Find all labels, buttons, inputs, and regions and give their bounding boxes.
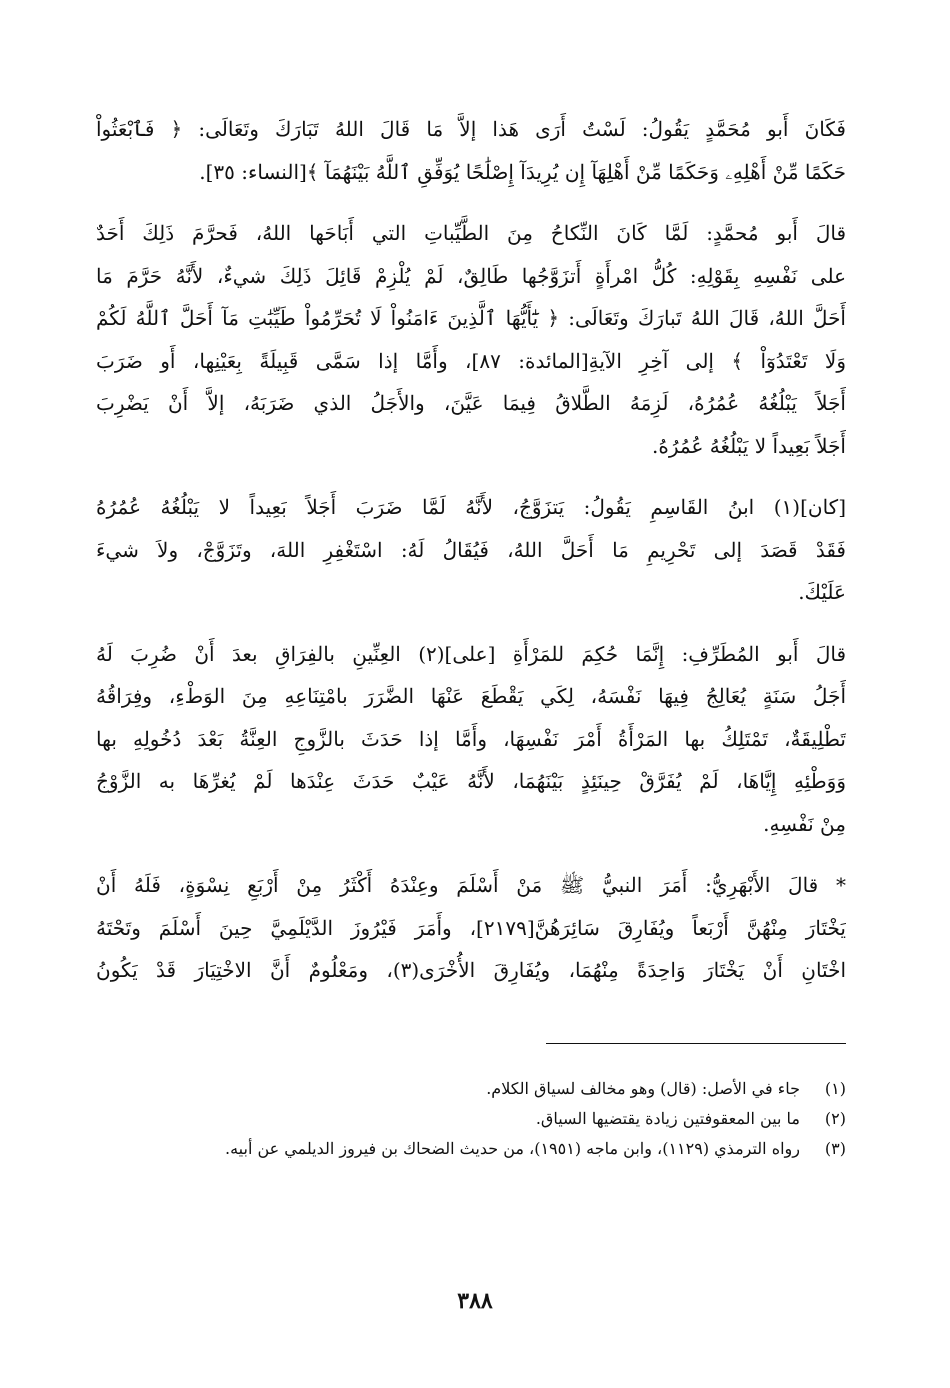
text-line: فَقَدْ قَصَدَ إلى تَحْرِيمِ مَا أَحَلَّ اللهُ، فَيُقَالُ لَهُ: اسْتَغْفِرِ اللهَ، وتَزَوَّجْ، ولاَ شيءَ — [96, 537, 846, 562]
text-line: قالَ أَبو مُحمَّدٍ: لَمَّا كَانَ النِّكاحُ مِنَ الطَّيِّباتِ التي أَبَاحَها اللهُ، فَحرَّمَ ذَلِكَ أَحَدٌ — [96, 221, 846, 245]
footnote-number: (٣) — [824, 1139, 846, 1158]
text-line: وَوَطْئِهِ إِيَّاهَا، لَمْ يُفَرَّقْ حِينَئِذٍ بَيْنَهُمَا، لأَنَّهُ عَيْبٌ حَدَثَ عِنْدَها لَمْ يُغرِّهَا به الزَّوْجُ — [96, 769, 846, 793]
text-line: تَطْلِيقَةٌ، تَمْتَلِكُ بها المَرْأَةُ أَمْرَ نَفْسِهَا، وأَمَّا إذا حَدَثَ بالزَّوجِ العِنَّةُ بَعْدَ دُخُولِهِ بها — [96, 726, 846, 751]
text-line: [كان](١) ابنُ القَاسِمِ يَقُولُ: يَتزَوَّجُ، لأَنَّهُ لَمَّا ضَرَبَ أَجَلاً بَعِيداً لا يَبْلُغُهُ عُمُرُهُ — [96, 495, 846, 519]
paragraph-5 — [96, 864, 846, 992]
text-line: اخْتَانِ أَنْ يَخْتَارَ وَاحِدَةً مِنْهُمَا، ويُفَارِقَ الأُخْرَى(٣)، ومَعْلُومٌ أَنَّ الاخْتِيَارَ قَدْ يَكُونُ — [96, 958, 846, 982]
footnote — [96, 1074, 846, 1104]
footnote — [96, 1104, 846, 1134]
text-line: يَخْتَارَ مِنْهُنَّ أَرْبَعاً ويُفَارِقَ سَائِرَهُنَّ[٢١٧٩]، وأَمَرَ فَيْرُوزَ الدَّيْلَمِيَّ حِينَ أَسْلَمَ وتَحْتَهُ — [96, 915, 846, 940]
text-line: أَجَلاً يَبْلُغُهُ عُمُرُهُ، لَزِمَهُ الطَّلاقُ فِيمَا عَيَّنَ، والأَجَلُ الذي ضَرَبَهُ، إلاَّ أَنْ يَضْرِبَ — [96, 391, 846, 415]
text-line: عَلَيْكَ. — [798, 580, 846, 604]
paragraph-4 — [96, 633, 846, 846]
footnote — [96, 1134, 846, 1164]
footnote-number: (١) — [824, 1079, 846, 1098]
main-text — [96, 108, 846, 992]
text-line: حَكَمًا مِّنْ أَهْلِهِۦ وَحَكَمًا مِّنْ أَهْلِهَآ إِن يُرِيدَآ إِصْلَٰحًا يُوَفِّقِ ٱللَّهُ بَيْنَهُمَآ ﴾[النساء: ٣٥]. — [199, 159, 846, 184]
text-line: قالَ أَبو المُطَرِّفِ: إِنَّمَا حُكِمَ للمَرْأَةِ [على](٢) العِنِّينِ بالفِرَاقِ بعدَ أَنْ ضُرِبَ لَهُ — [96, 641, 846, 666]
text-line: * قالَ الأَبْهَرِيُّ: أَمَرَ النبيُّ ﷺ مَنْ أَسْلَمَ وعِنْدَهُ أَكْثَرُ مِنْ أَرْبَعِ نِسْوَةٍ، فَلَهُ أَنْ — [96, 873, 846, 897]
footnote-divider — [546, 1043, 846, 1044]
text-line: وَلَا تَعْتَدُوٓاْ ﴾ إلى آخِرِ الآيةِ[المائدة: ٨٧]، وأَمَّا إذا سَمَّى قَبِيلَةً بِعَيْنِها، أَو ضَرَبَ — [96, 348, 846, 373]
footnote-text: جاء في الأصل: (قال) وهو مخالف لسياق الكلام. — [486, 1079, 800, 1098]
text-line: أَجَلُ سَنَةٍ يُعَالِجُ فِيهَا نَفْسَهُ، لِكَي يَقْطَعَ عَنْهَا الضَّرَرَ بامْتِنَاعِهِ مِنَ الوَطْءِ، وفِرَاقُهُ — [96, 684, 846, 708]
footnote-number: (٢) — [824, 1109, 846, 1128]
footnote-text: ما بين المعقوفتين زيادة يقتضيها السياق. — [535, 1109, 800, 1128]
text-line: على نَفْسِهِ بِقَوْلِهِ: كُلُّ امْرأَةٍ أَتزَوَّجُها طَالِقٌ، لَمْ يُلْزِمْ قَائِلَ ذَلِكَ شيءٌ، لأَنَّهُ حَرَّمَ مَا — [96, 263, 846, 288]
footnote-text: رواه الترمذي (١١٢٩)، وابن ماجه (١٩٥١)، من حديث الضحاك بن فيروز الديلمي عن أبيه. — [225, 1139, 800, 1158]
paragraph-2 — [96, 212, 846, 467]
text-line: مِنْ نَفْسِهِ. — [763, 811, 846, 836]
paragraph-3 — [96, 486, 846, 614]
paragraph-1 — [96, 108, 846, 193]
text-line: أَجَلاً بَعِيداً لا يَبْلُغُهُ عُمُرُهُ. — [652, 433, 846, 458]
footnotes — [96, 1074, 846, 1164]
page-number: ٣٨٨ — [457, 1288, 493, 1314]
text-line: فَكَانَ أَبو مُحَمَّدٍ يَقُولُ: لَسْتُ أَرَى هَذا إلاَّ مَا قَالَ اللهُ تَبَارَكَ وتَعَالَى: ﴿ فَٱبْعَثُواْ — [96, 117, 846, 141]
text-line: أَحَلَّ اللهُ، قَالَ اللهُ تَبارَكَ وتَعَالَى: ﴿ يَٰٓأَيُّهَا ٱلَّذِينَ ءَامَنُواْ لَا تُحَرِّمُواْ طَيِّبَٰتِ مَآ أَحَلَّ ٱللَّهُ لَكُمْ — [96, 306, 846, 330]
